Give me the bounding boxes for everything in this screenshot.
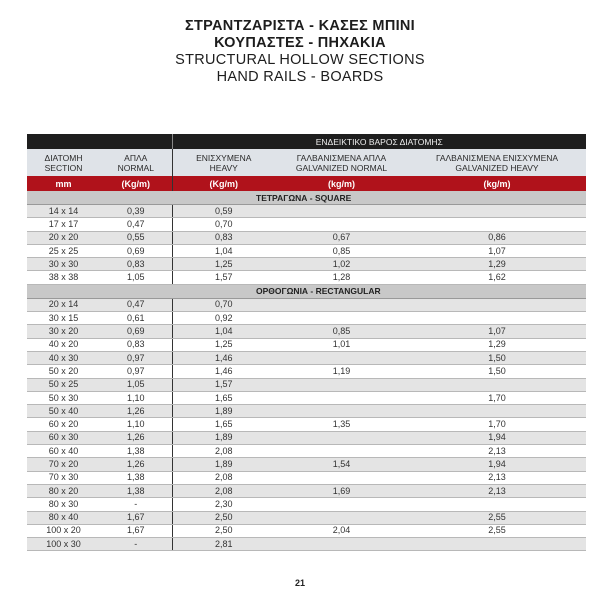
table-cell: 1,62 xyxy=(408,271,586,284)
table-row xyxy=(27,244,586,257)
table-cell: 1,25 xyxy=(172,338,275,351)
column-header-greek: ΔΙΑΤΟΜΗ xyxy=(44,152,83,163)
table-cell: 0,85 xyxy=(275,244,408,257)
table-cell xyxy=(408,218,586,231)
table-cell xyxy=(275,405,408,418)
table-unit-row xyxy=(27,176,586,191)
table-cell: 20 x 14 xyxy=(27,298,100,311)
table-cell xyxy=(275,471,408,484)
column-header-english: GALVANIZED NORMAL xyxy=(295,162,388,173)
table-cell: 0,92 xyxy=(172,312,275,325)
table-cell: 1,26 xyxy=(100,458,172,471)
table-cell xyxy=(275,431,408,444)
table-cell: 1,67 xyxy=(100,511,172,524)
table-cell: 1,38 xyxy=(100,445,172,458)
column-header-greek: ΓΑΛΒΑΝΙΣΜΕΝΑ ΕΝΙΣΧΥΜΕΝΑ xyxy=(435,152,559,163)
table-row xyxy=(27,498,586,511)
table-cell xyxy=(275,298,408,311)
section-header xyxy=(27,284,586,298)
table-row xyxy=(27,405,586,418)
table-cell: 0,61 xyxy=(100,312,172,325)
table-cell xyxy=(275,312,408,325)
table-cell: 60 x 40 xyxy=(27,445,100,458)
table-cell: 0,69 xyxy=(100,244,172,257)
table-cell: 17 x 17 xyxy=(27,218,100,231)
table-cell: 1,02 xyxy=(275,258,408,271)
column-unit: mm xyxy=(27,176,100,191)
column-header-english: SECTION xyxy=(44,162,83,173)
table-cell: 50 x 40 xyxy=(27,405,100,418)
table-cell xyxy=(408,405,586,418)
column-header xyxy=(27,149,100,176)
table-cell: 1,29 xyxy=(408,338,586,351)
table-cell xyxy=(408,378,586,391)
table-cell: 60 x 30 xyxy=(27,431,100,444)
table-cell: 1,38 xyxy=(100,471,172,484)
table-cell: 2,13 xyxy=(408,471,586,484)
table-cell: 30 x 15 xyxy=(27,312,100,325)
table-cell xyxy=(275,391,408,404)
section-label: ΤΕΤΡΑΓΩΝΑ - SQUARE xyxy=(256,192,352,203)
table-cell: 25 x 25 xyxy=(27,244,100,257)
table-row xyxy=(27,431,586,444)
table-cell: 2,81 xyxy=(172,538,275,551)
table-cell: 1,67 xyxy=(100,524,172,537)
table-cell: 20 x 20 xyxy=(27,231,100,244)
section-header-row xyxy=(27,284,586,298)
table-cell: 1,26 xyxy=(100,405,172,418)
column-header-greek: ΓΑΛΒΑΝΙΣΜΕΝΑ ΑΠΛΑ xyxy=(296,152,387,163)
table-cell: - xyxy=(100,538,172,551)
table-cell: 1,57 xyxy=(172,378,275,391)
column-header-english: GALVANIZED HEAVY xyxy=(455,162,539,173)
table-cell: 0,67 xyxy=(275,231,408,244)
column-unit: (Kg/m) xyxy=(100,176,172,191)
table-cell: 1,28 xyxy=(275,271,408,284)
column-header xyxy=(100,149,172,176)
table-cell: 40 x 20 xyxy=(27,338,100,351)
table-row xyxy=(27,484,586,497)
table-row xyxy=(27,524,586,537)
table-cell: 1,05 xyxy=(100,271,172,284)
column-header xyxy=(172,149,275,176)
table-cell: 2,08 xyxy=(172,445,275,458)
table-row xyxy=(27,538,586,551)
table-cell: 1,70 xyxy=(408,391,586,404)
table-cell: 50 x 20 xyxy=(27,365,100,378)
table-cell: - xyxy=(100,498,172,511)
table-cell: 2,50 xyxy=(172,524,275,537)
table-cell: 1,89 xyxy=(172,458,275,471)
table-cell: 1,07 xyxy=(408,325,586,338)
table-cell: 2,13 xyxy=(408,445,586,458)
table-cell: 1,10 xyxy=(100,391,172,404)
table-row xyxy=(27,258,586,271)
table-cell: 14 x 14 xyxy=(27,205,100,218)
table-row xyxy=(27,312,586,325)
table-cell: 1,38 xyxy=(100,484,172,497)
table-row xyxy=(27,231,586,244)
section-header-row xyxy=(27,191,586,205)
table-cell: 2,30 xyxy=(172,498,275,511)
table-cell: 2,13 xyxy=(408,484,586,497)
table-cell xyxy=(275,378,408,391)
table-cell: 2,08 xyxy=(172,471,275,484)
table-row xyxy=(27,391,586,404)
table-cell: 1,89 xyxy=(172,405,275,418)
table-cell: 70 x 30 xyxy=(27,471,100,484)
column-header-english: HEAVY xyxy=(209,162,238,173)
table-row xyxy=(27,338,586,351)
table-cell: 1,89 xyxy=(172,431,275,444)
table-cell: 1,65 xyxy=(172,391,275,404)
table-cell: 1,50 xyxy=(408,351,586,364)
table-cell: 100 x 20 xyxy=(27,524,100,537)
table-cell: 1,04 xyxy=(172,325,275,338)
column-unit: (Kg/m) xyxy=(172,176,275,191)
table-row xyxy=(27,445,586,458)
table-cell xyxy=(408,205,586,218)
table-cell: 2,04 xyxy=(275,524,408,537)
table-cell: 1,57 xyxy=(172,271,275,284)
table-cell: 1,29 xyxy=(408,258,586,271)
table-cell: 0,70 xyxy=(172,218,275,231)
section-header xyxy=(27,191,586,205)
table-cell: 0,86 xyxy=(408,231,586,244)
table-cell: 1,35 xyxy=(275,418,408,431)
table-cell: 1,65 xyxy=(172,418,275,431)
table-cell: 80 x 20 xyxy=(27,484,100,497)
table-group-header-row xyxy=(27,134,586,149)
group-header-blank xyxy=(27,134,172,149)
table-cell: 1,10 xyxy=(100,418,172,431)
table-row xyxy=(27,218,586,231)
table-cell: 0,55 xyxy=(100,231,172,244)
table-cell: 1,07 xyxy=(408,244,586,257)
column-unit: (kg/m) xyxy=(275,176,408,191)
table-cell xyxy=(275,498,408,511)
table-row xyxy=(27,298,586,311)
table-cell: 70 x 20 xyxy=(27,458,100,471)
table-cell xyxy=(408,312,586,325)
table-cell: 1,50 xyxy=(408,365,586,378)
table-cell: 1,04 xyxy=(172,244,275,257)
table-cell: 0,47 xyxy=(100,218,172,231)
table-cell: 100 x 30 xyxy=(27,538,100,551)
table-cell: 0,83 xyxy=(100,258,172,271)
table-column-header-row xyxy=(27,149,586,176)
table-cell: 80 x 40 xyxy=(27,511,100,524)
column-unit: (kg/m) xyxy=(408,176,586,191)
table-cell: 0,39 xyxy=(100,205,172,218)
title-greek-line-2: ΚΟΥΠΑΣΤΕΣ - ΠΗΧΑΚΙΑ xyxy=(214,35,386,51)
table-cell xyxy=(275,538,408,551)
table-row xyxy=(27,458,586,471)
column-header xyxy=(275,149,408,176)
table-cell xyxy=(275,351,408,364)
table-cell: 0,83 xyxy=(100,338,172,351)
title-greek-line-1: ΣΤΡΑΝΤΖΑΡΙΣΤΑ - ΚΑΣΕΣ ΜΠΙΝΙ xyxy=(184,18,416,34)
table-cell: 1,01 xyxy=(275,338,408,351)
section-label: ΟΡΘΟΓΩΝΙΑ - RECTANGULAR xyxy=(256,286,381,297)
table-cell: 0,85 xyxy=(275,325,408,338)
column-header-greek: ΑΠΛΑ xyxy=(124,152,148,163)
table-row xyxy=(27,471,586,484)
table-cell: 1,69 xyxy=(275,484,408,497)
table-cell: 0,83 xyxy=(172,231,275,244)
table-cell xyxy=(275,218,408,231)
column-header-greek: ΕΝΙΣΧΥΜΕΝΑ xyxy=(196,152,252,163)
table-cell: 0,59 xyxy=(172,205,275,218)
column-header xyxy=(408,149,586,176)
group-header-label: ΕΝΔΕΙΚΤΙΚΟ ΒΑΡΟΣ ΔΙΑΤΟΜΗΣ xyxy=(172,134,586,149)
table-cell: 0,69 xyxy=(100,325,172,338)
table-cell: 0,70 xyxy=(172,298,275,311)
table-row xyxy=(27,378,586,391)
table-cell: 40 x 30 xyxy=(27,351,100,364)
table-cell: 50 x 25 xyxy=(27,378,100,391)
table-row xyxy=(27,351,586,364)
table-row xyxy=(27,205,586,218)
table-cell: 2,55 xyxy=(408,511,586,524)
table-cell: 1,05 xyxy=(100,378,172,391)
table-cell xyxy=(275,511,408,524)
table-cell: 0,47 xyxy=(100,298,172,311)
table-cell xyxy=(408,538,586,551)
table-cell: 1,94 xyxy=(408,431,586,444)
table-cell: 1,70 xyxy=(408,418,586,431)
title-english-line-1: STRUCTURAL HOLLOW SECTIONS xyxy=(175,52,425,68)
table-cell: 0,97 xyxy=(100,365,172,378)
table-cell xyxy=(408,498,586,511)
table-cell: 30 x 20 xyxy=(27,325,100,338)
table-cell xyxy=(275,445,408,458)
table-row xyxy=(27,271,586,284)
table-row xyxy=(27,511,586,524)
table-cell: 1,54 xyxy=(275,458,408,471)
table-cell xyxy=(275,205,408,218)
page-number: 21 xyxy=(294,578,305,588)
table-cell: 1,46 xyxy=(172,365,275,378)
table-cell: 1,19 xyxy=(275,365,408,378)
table-cell: 1,26 xyxy=(100,431,172,444)
table-cell: 1,25 xyxy=(172,258,275,271)
table-row xyxy=(27,418,586,431)
title-english-line-2: HAND RAILS - BOARDS xyxy=(216,69,384,85)
table-cell: 38 x 38 xyxy=(27,271,100,284)
column-header-english: NORMAL xyxy=(117,162,154,173)
table-cell: 80 x 30 xyxy=(27,498,100,511)
table-cell: 50 x 30 xyxy=(27,391,100,404)
table-cell xyxy=(408,298,586,311)
table-row xyxy=(27,325,586,338)
table-cell: 1,94 xyxy=(408,458,586,471)
page-title xyxy=(0,18,600,86)
table-cell: 2,50 xyxy=(172,511,275,524)
table-cell: 2,55 xyxy=(408,524,586,537)
table-cell: 1,46 xyxy=(172,351,275,364)
table-cell: 30 x 30 xyxy=(27,258,100,271)
table-cell: 0,97 xyxy=(100,351,172,364)
table-cell: 2,08 xyxy=(172,484,275,497)
table-row xyxy=(27,365,586,378)
weights-table xyxy=(27,134,586,551)
table-cell: 60 x 20 xyxy=(27,418,100,431)
